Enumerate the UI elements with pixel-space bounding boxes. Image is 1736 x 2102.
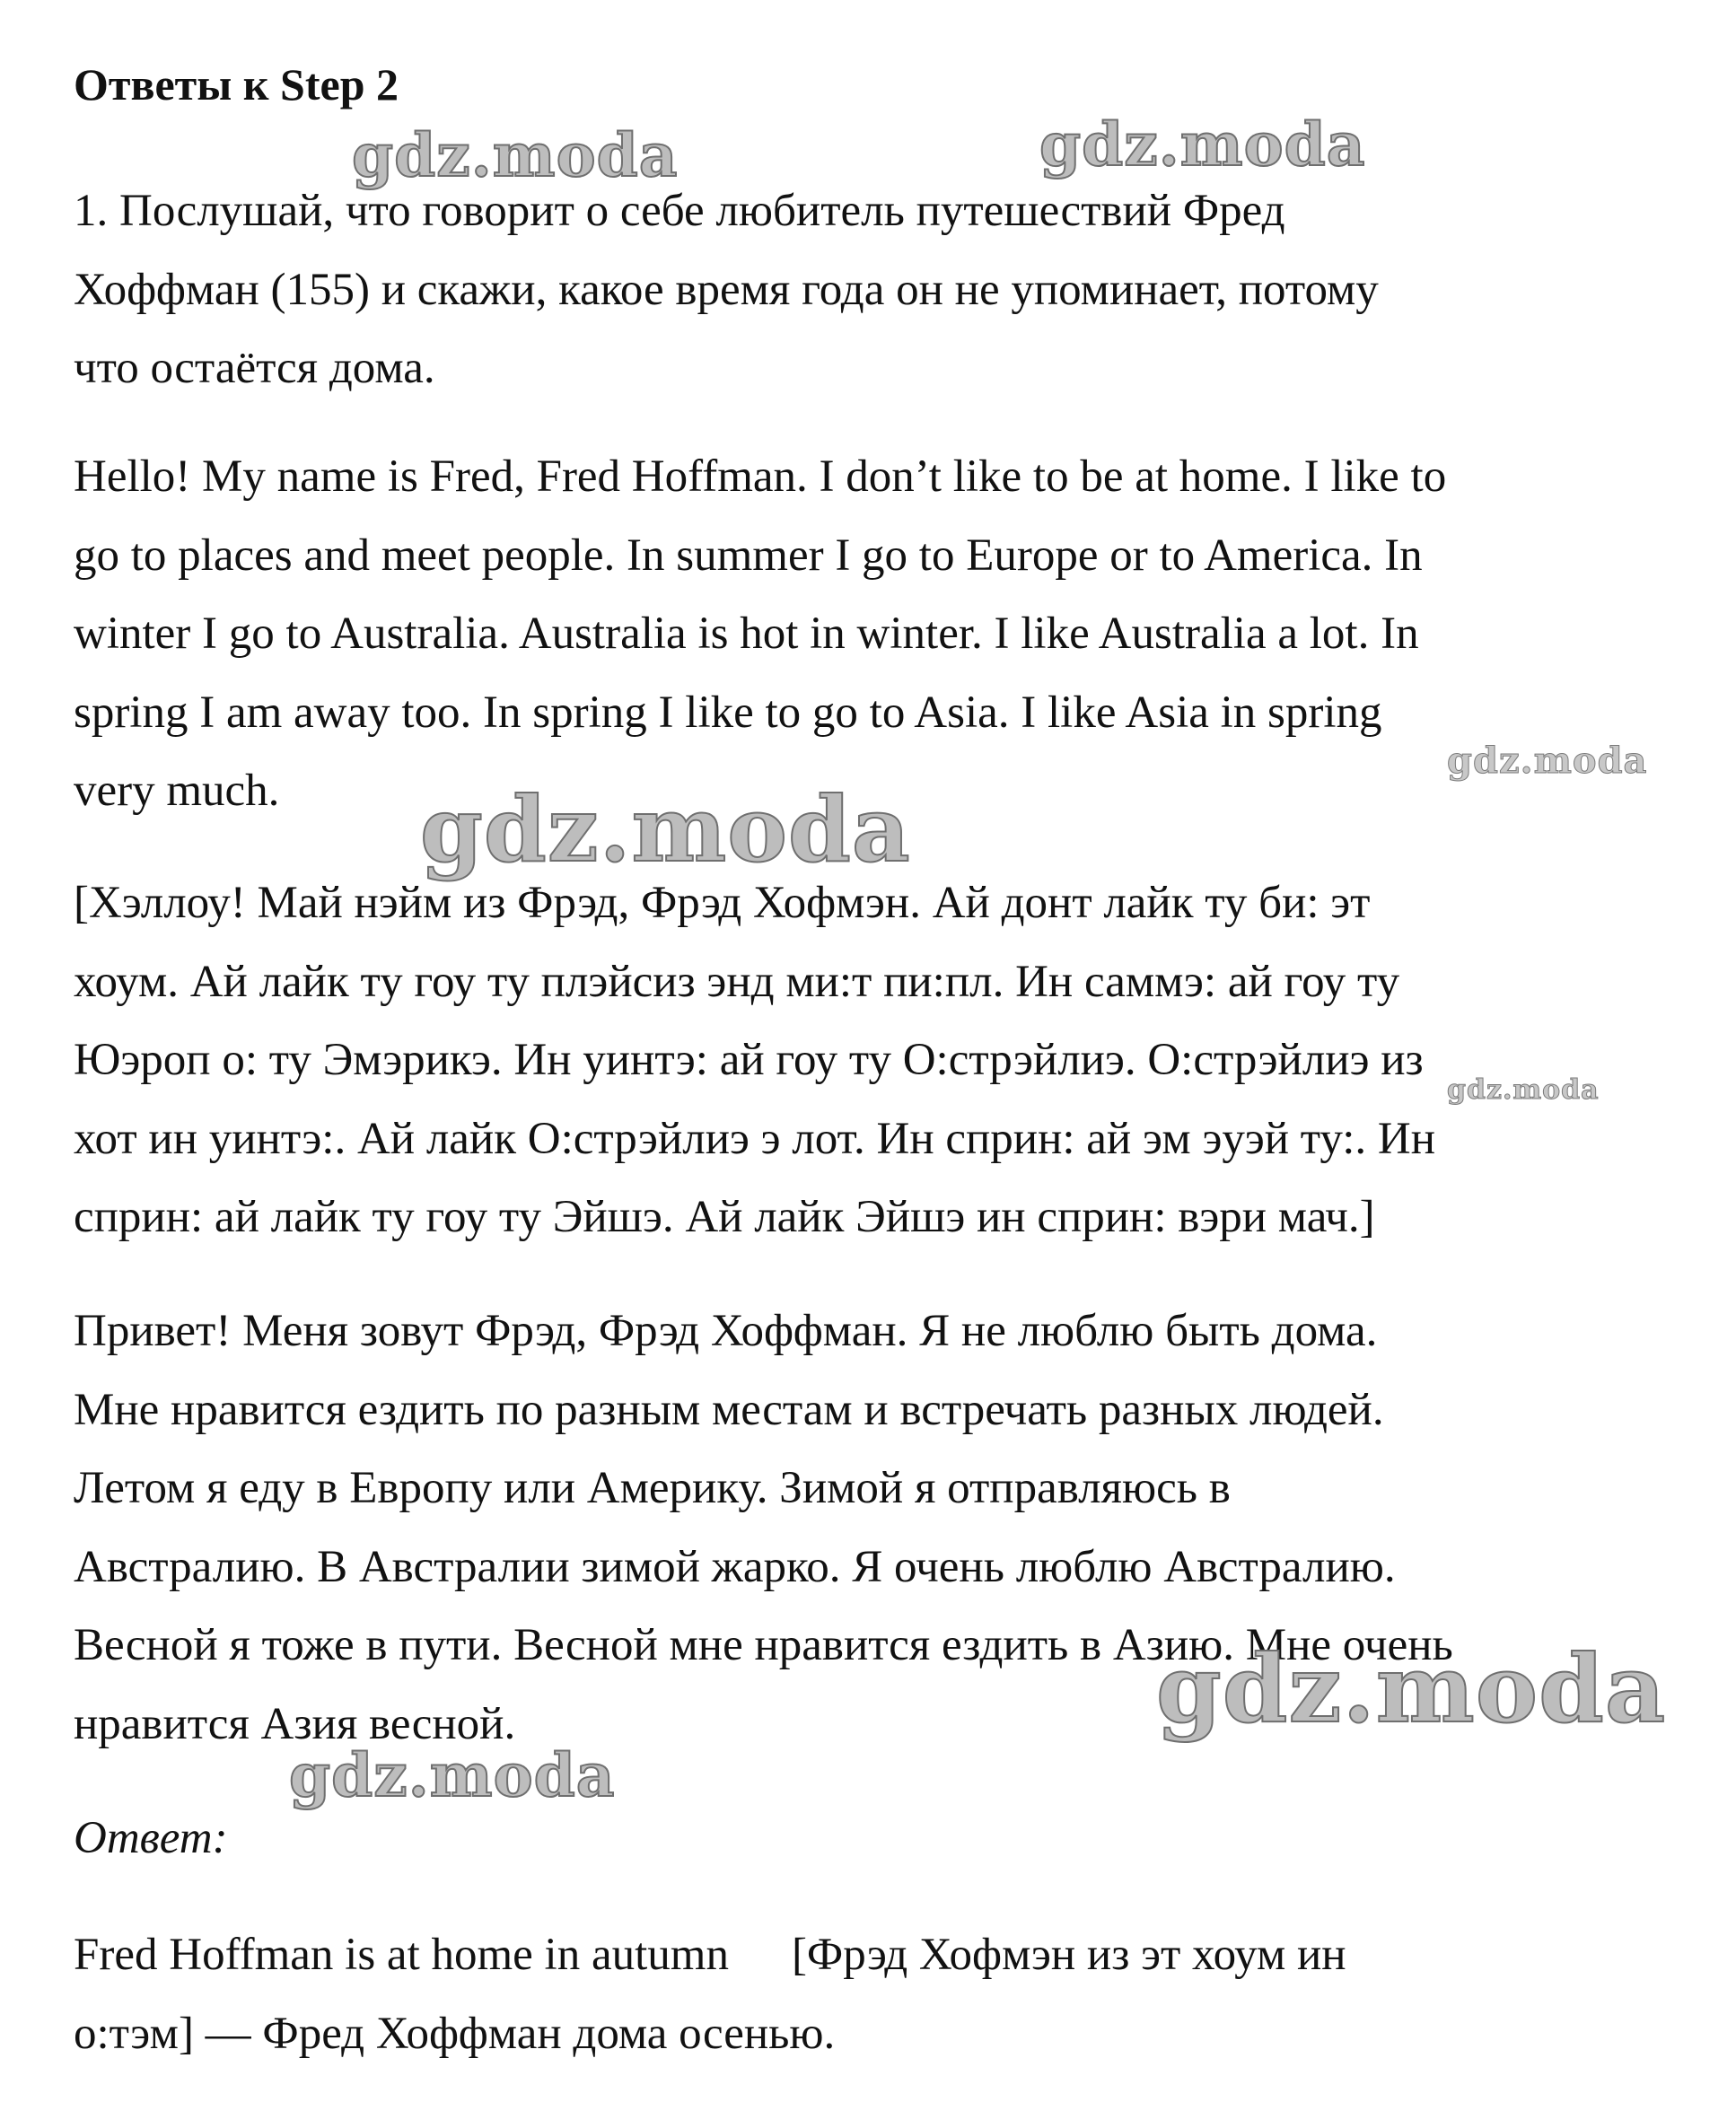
watermark: gdz.moda <box>420 776 911 882</box>
answer-english: Fred Hoffman is at home in autumn <box>74 1930 729 1980</box>
translation-line: Привет! Меня зовут Фрэд, Фрэд Хоффман. Я не люблю быть дома. <box>74 1306 1378 1356</box>
transcription-line: [Хэллоу! Май нэйм из Фрэд, Фрэд Хофмэн. Ай донт лайк ту би: эт <box>74 878 1371 928</box>
answer-line <box>74 1916 1680 1995</box>
task-paragraph <box>74 172 1680 408</box>
english-line: go to places and meet people. In summer I go to Europe or to America. In <box>74 530 1423 581</box>
english-line: spring I am away too. In spring I like to go to Asia. I like Asia in spring <box>74 687 1382 738</box>
translation-line: Мне нравится ездить по разным местам и встречать разных людей. <box>74 1384 1384 1435</box>
answer-paragraph <box>74 1916 1680 2073</box>
translation-line: Летом я еду в Европу или Америку. Зимой я отправляюсь в <box>74 1463 1231 1513</box>
transcription-line: хоум. Ай лайк ту гоу ту плэйсиз энд ми:т пи:пл. Ин саммэ: ай гоу ту <box>74 956 1400 1007</box>
transcription-line: сприн: ай лайк ту гоу ту Эйшэ. Ай лайк Эйшэ ин сприн: вэри мач.] <box>74 1192 1375 1242</box>
translation-line: Весной я тоже в пути. Весной мне нравится ездить в Азию. Мне очень <box>74 1620 1453 1670</box>
answer-transcription-start: [Фрэд Хофмэн из эт хоум ин <box>791 1930 1346 1980</box>
translation-line: Австралию. В Австралии зимой жарко. Я очень люблю Австралию. <box>74 1541 1396 1592</box>
task-line: 1. Послушай, что говорит о себе любитель путешествий Фред <box>74 186 1285 236</box>
transcription-paragraph <box>74 864 1680 1257</box>
watermark: gdz.moda <box>289 1740 616 1810</box>
english-line: winter I go to Australia. Australia is hot in winter. I like Australia a lot. In <box>74 609 1419 659</box>
russian-translation-paragraph <box>74 1292 1680 1764</box>
transcription-line: Юэроп о: ту Эмэрикэ. Ин уинтэ: ай гоу ту О:стрэйлиэ. О:стрэйлиэ из <box>74 1035 1424 1085</box>
watermark: gdz.moda <box>1156 1633 1667 1744</box>
english-line: very much. <box>74 766 280 816</box>
watermark: gdz.moda <box>1447 740 1648 782</box>
page-heading: Ответы к Step 2 <box>74 59 399 109</box>
transcription-line: хот ин уинтэ:. Ай лайк О:стрэйлиэ э лот. Ин сприн: ай эм эуэй ту:. Ин <box>74 1113 1436 1164</box>
translation-line: нравится Азия весной. <box>74 1698 516 1749</box>
answer-label: Ответ: <box>74 1813 228 1863</box>
answer-line: о:тэм] — Фред Хоффман дома осенью. <box>74 2008 836 2059</box>
watermark: gdz.moda <box>1447 1074 1600 1106</box>
watermark: gdz.moda <box>1039 109 1366 180</box>
task-line: Хоффман (155) и скажи, какое время года он не упоминает, потому <box>74 264 1379 315</box>
english-line: Hello! My name is Fred, Fred Hoffman. I don’t like to be at home. I like to <box>74 451 1447 502</box>
task-line: что остаётся дома. <box>74 343 435 393</box>
watermark: gdz.moda <box>352 120 679 190</box>
english-text-paragraph <box>74 438 1680 831</box>
